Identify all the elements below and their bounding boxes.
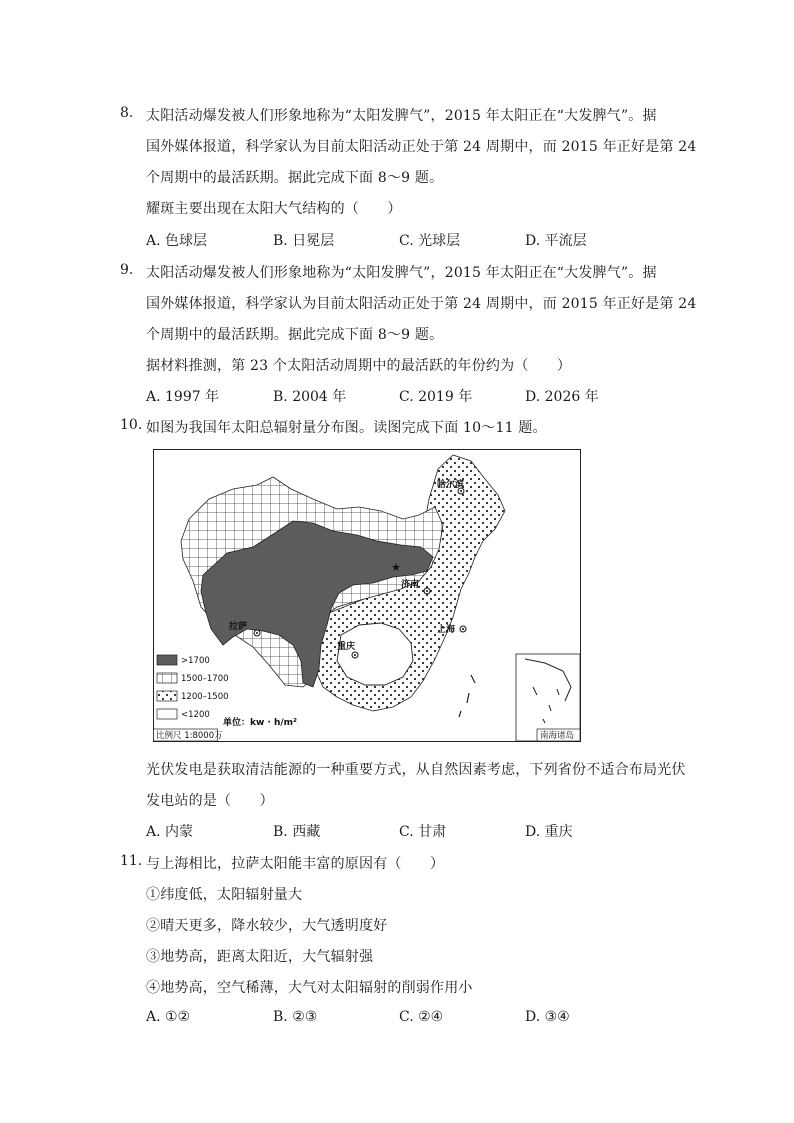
svg-text:南海诸岛: 南海诸岛 [540, 731, 575, 741]
question-number: 8. [120, 105, 134, 121]
option-a[interactable]: A. ①② [146, 1009, 191, 1025]
svg-text:拉萨: 拉萨 [229, 622, 248, 632]
statement-3: ③地势高，距离太阳近，大气辐射强 [146, 949, 374, 965]
question-stem: 发电站的是（ ） [146, 793, 274, 809]
question-text-line: 国外媒体报道，科学家认为目前太阳活动正处于第 24 周期中，而 2015 年正好是第 24 [146, 296, 697, 312]
region-under-1200 [337, 623, 413, 685]
legend-swatch-under-1200 [157, 709, 177, 719]
option-d[interactable]: D. ③④ [525, 1009, 570, 1025]
legend-label: 1500–1700 [181, 674, 229, 684]
option-c[interactable]: C. ②④ [399, 1009, 444, 1025]
option-d[interactable]: D. 平流层 [525, 233, 587, 249]
solar-radiation-map [153, 449, 581, 742]
option-d[interactable]: D. 重庆 [525, 824, 573, 840]
legend-label: <1200 [181, 710, 210, 720]
question-text-line: 太阳活动爆发被人们形象地称为“太阳发脾气”，2015 年太阳正在“大发脾气”。据 [146, 265, 657, 281]
question-number: 9. [120, 262, 134, 278]
option-c[interactable]: C. 光球层 [399, 233, 461, 249]
option-b[interactable]: B. 西藏 [273, 824, 321, 840]
option-c[interactable]: C. 2019 年 [399, 389, 473, 405]
option-c[interactable]: C. 甘肃 [399, 824, 447, 840]
question-stem: 耀斑主要出现在太阳大气结构的（ ） [146, 201, 402, 217]
map-svg [153, 449, 581, 742]
svg-text:重庆: 重庆 [337, 642, 356, 652]
svg-text:比例尺 1:8000万: 比例尺 1:8000万 [156, 731, 223, 741]
option-a[interactable]: A. 1997 年 [146, 389, 220, 405]
city-beijing-star [391, 561, 401, 574]
option-b[interactable]: B. ②③ [273, 1009, 318, 1025]
option-b[interactable]: B. 2004 年 [273, 389, 347, 405]
inset-south-china-sea [516, 654, 580, 741]
legend-swatch-1200-1500 [157, 691, 177, 701]
legend-swatch-over-1700 [157, 655, 177, 665]
option-d[interactable]: D. 2026 年 [525, 389, 599, 405]
svg-text:哈尔滨: 哈尔滨 [437, 480, 465, 490]
legend-label: 1200–1500 [181, 692, 229, 702]
statement-4: ④地势高，空气稀薄，大气对太阳辐射的削弱作用小 [146, 980, 473, 996]
map-scale [154, 729, 224, 741]
option-b[interactable]: B. 日冕层 [273, 233, 335, 249]
legend-label: >1700 [181, 656, 210, 666]
statement-2: ②晴天更多，降水较少，大气透明度好 [146, 918, 388, 934]
option-a[interactable]: A. 色球层 [146, 233, 208, 249]
question-text-line: 如图为我国年太阳总辐射量分布图。读图完成下面 10～11 题。 [146, 420, 547, 436]
question-text-line: 太阳活动爆发被人们形象地称为“太阳发脾气”，2015 年太阳正在“大发脾气”。据 [146, 108, 657, 124]
question-text-line: 个周期中的最活跃期。据此完成下面 8～9 题。 [146, 170, 444, 186]
question-number: 10. [120, 417, 143, 433]
svg-text:★: ★ [391, 561, 401, 574]
question-stem: 据材料推测，第 23 个太阳活动周期中的最活跃的年份约为（ ） [146, 358, 572, 374]
question-number: 11. [120, 853, 143, 869]
question-stem: 与上海相比，拉萨太阳能丰富的原因有（ ） [146, 856, 445, 872]
question-text-line: 国外媒体报道，科学家认为目前太阳活动正处于第 24 周期中，而 2015 年正好是第 24 [146, 139, 697, 155]
question-text-line: 个周期中的最活跃期。据此完成下面 8～9 题。 [146, 327, 444, 343]
map-unit: 单位：kw · h/m² [223, 718, 297, 728]
question-text-line: 光伏发电是获取清洁能源的一种重要方式，从自然因素考虑，下列省份不适合布局光伏 [146, 762, 686, 778]
svg-text:上海: 上海 [437, 625, 456, 635]
statement-1: ①纬度低，太阳辐射量大 [146, 887, 303, 903]
option-a[interactable]: A. 内蒙 [146, 824, 194, 840]
svg-text:济南: 济南 [401, 580, 420, 590]
legend-swatch-1500-1700 [157, 673, 177, 683]
